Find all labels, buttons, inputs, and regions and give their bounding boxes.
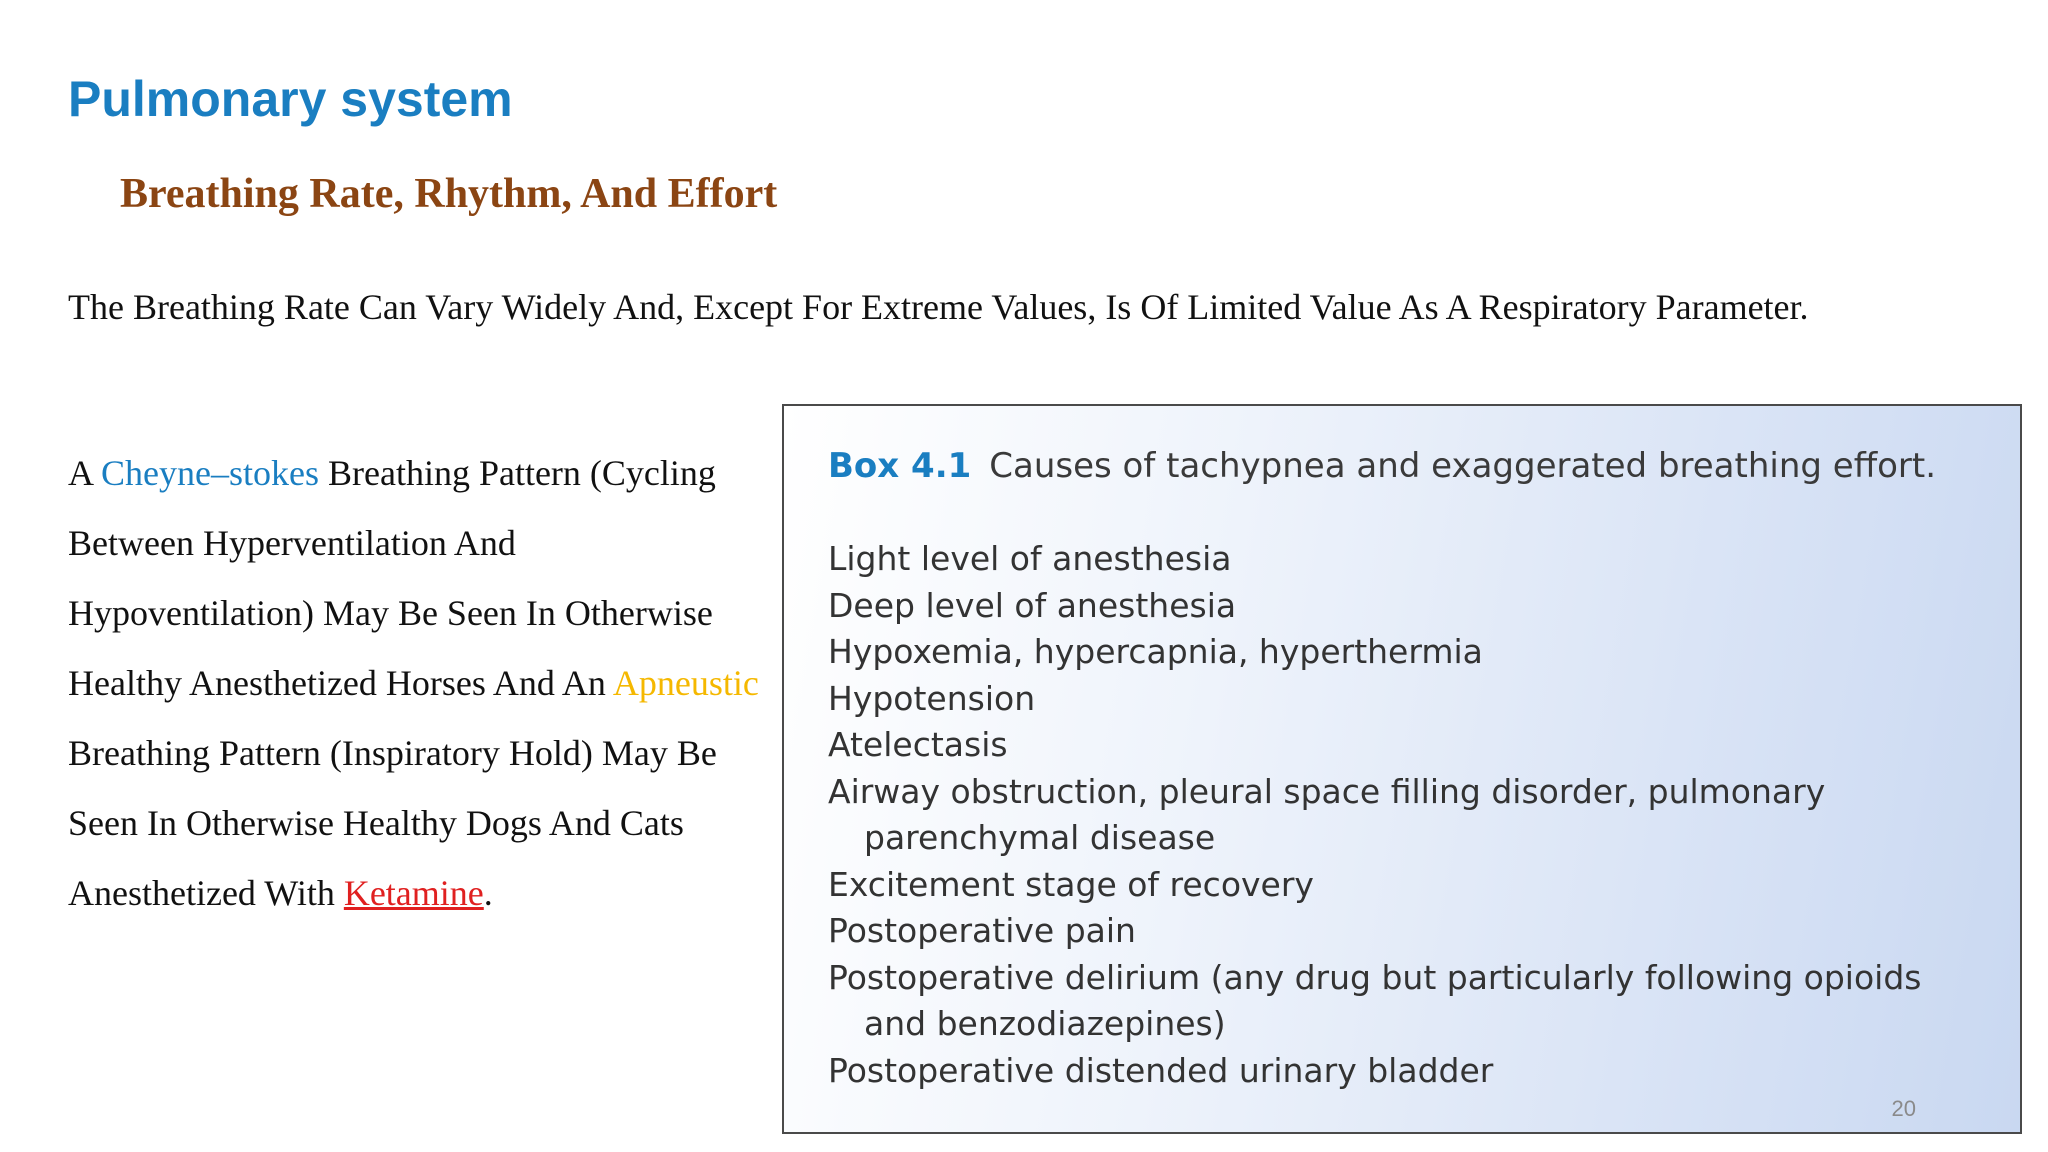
para-text-1: A [68, 453, 102, 493]
list-item: Postoperative pain [828, 911, 1136, 950]
list-item: Deep level of anesthesia [828, 585, 1237, 625]
list-item: Hypotension [828, 678, 1036, 718]
slide-title: Pulmonary system [68, 71, 513, 127]
list-item: Airway obstruction, pleural space filling disorder, pulmonary parenchymal disease [828, 771, 1826, 857]
box-heading: Causes of tachypnea and exaggerated breathing effort. [989, 446, 1937, 486]
list-item: Postoperative delirium (any drug but particularly following opioids and benzodiazepines) [828, 957, 1922, 1043]
box-4-1-figure [782, 404, 2022, 1134]
list-item: Atelectasis [828, 725, 1008, 764]
page-number: 20 [1891, 1096, 1916, 1121]
box-label: Box 4.1 [828, 446, 972, 486]
breathing-pattern-paragraph [68, 438, 768, 928]
para-text-4: . [483, 873, 493, 913]
list-item: Light level of anesthesia [828, 539, 1232, 578]
ketamine-link[interactable]: Ketamine [343, 873, 484, 913]
para-text-3: Breathing Pattern (Inspiratory Hold) May Be Seen In Otherwise Healthy Dogs And Cats Anesthetized With [68, 733, 717, 913]
cheyne-stokes-term: Cheyne–stokes [101, 453, 319, 493]
box-header [828, 446, 1936, 486]
list-item: Hypoxemia, hypercapnia, hyperthermia [828, 632, 1483, 671]
intro-paragraph: The Breathing Rate Can Vary Widely And, Except For Extreme Values, Is Of Limited Value As A Respiratory Parameter. [68, 287, 1809, 327]
slide-subtitle: Breathing Rate, Rhythm, And Effort [120, 171, 778, 217]
para-text-2: Breathing Pattern (Cycling Between Hyperventilation And Hypoventilation) May Be Seen In Otherwise Healthy Anesthetized Horses And An [68, 453, 716, 703]
list-item: Postoperative distended urinary bladder [828, 1050, 1494, 1090]
apneustic-term: Apneustic [612, 663, 759, 703]
list-item: Excitement stage of recovery [828, 864, 1314, 904]
causes-list [828, 536, 1988, 1094]
